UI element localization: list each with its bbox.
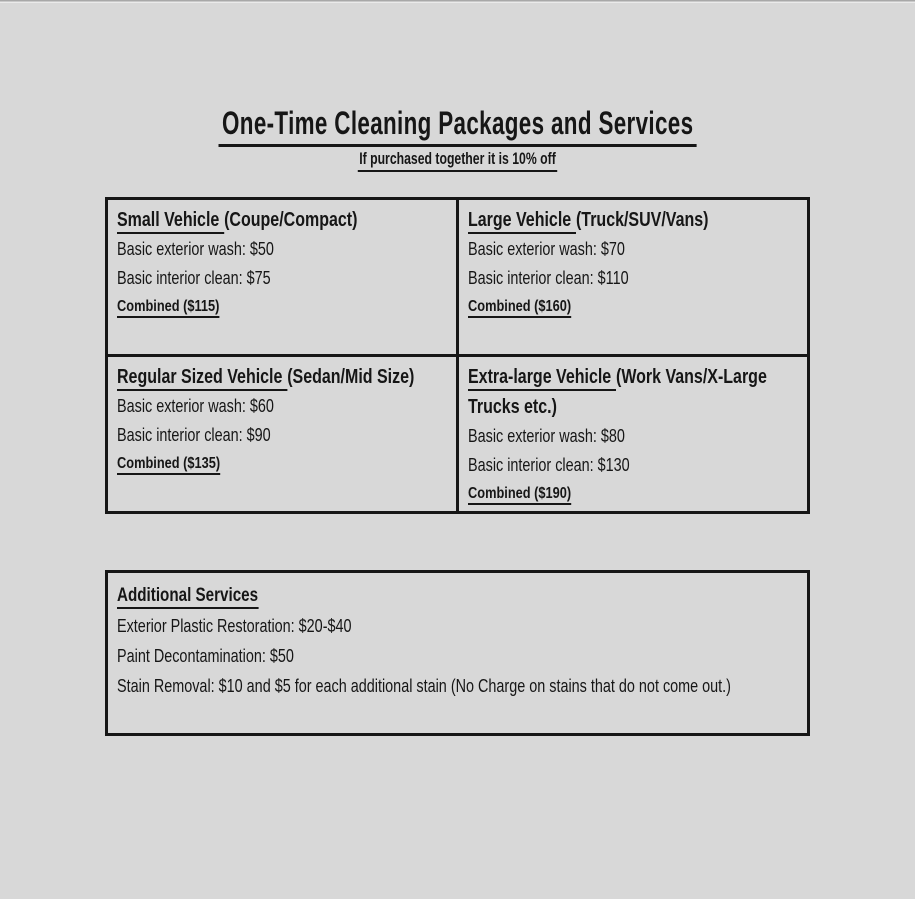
package-combined [468,293,808,320]
package-qualifier: (Coupe/Compact) [224,209,358,231]
package-combined [117,450,457,477]
package-name: Large Vehicle [468,209,576,234]
page-subtitle [105,148,810,170]
additional-service-line-paint-decontamination: Paint Decontamination: $50 [117,646,294,666]
package-qualifier: (Work Vans/X-Large Trucks etc.) [468,366,767,418]
package-line-exterior-wash: Basic exterior wash: $50 [117,239,274,259]
additional-service-line-stain-removal: Stain Removal: $10 and $5 for each additional stain (No Charge on stains that do not come out.) [117,676,731,696]
package-combined-label: Combined ($115) [117,298,219,318]
package-heading [468,362,808,422]
package-name: Regular Sized Vehicle [117,366,287,391]
package-card-content [468,362,808,507]
page-title [105,103,810,143]
package-combined-label: Combined ($135) [117,455,220,475]
package-card-content [468,205,808,320]
package-line-exterior-wash: Basic exterior wash: $70 [468,239,625,259]
package-card-content [117,205,457,320]
package-combined-label: Combined ($160) [468,298,571,318]
additional-services-heading [117,581,810,611]
package-qualifier: (Truck/SUV/Vans) [575,209,709,231]
page-title-text: One-Time Cleaning Packages and Services [218,105,696,147]
package-line-interior-clean: Basic interior clean: $90 [117,425,271,445]
package-combined [468,480,808,507]
package-card-large-vehicle [459,200,807,354]
document [105,103,810,736]
package-card-extra-large-vehicle [459,357,807,511]
package-combined [117,293,457,320]
package-card-content [117,362,457,477]
package-line-interior-clean: Basic interior clean: $75 [117,268,271,288]
package-combined-label: Combined ($190) [468,485,571,505]
package-name: Small Vehicle [117,209,224,234]
package-card-regular-vehicle [108,357,456,511]
package-line-interior-clean: Basic interior clean: $130 [468,455,630,475]
package-heading [117,205,457,235]
additional-services-content [117,581,810,701]
window-top-edge [0,0,915,3]
additional-service-line-plastic-restoration: Exterior Plastic Restoration: $20-$40 [117,616,352,636]
package-heading [117,362,457,392]
package-qualifier: (Sedan/Mid Size) [287,366,415,388]
package-card-small-vehicle [108,200,456,354]
package-line-exterior-wash: Basic exterior wash: $60 [117,396,274,416]
packages-grid [105,197,810,514]
page-subtitle-text: If purchased together it is 10% off [358,149,557,172]
package-name: Extra-large Vehicle [468,366,616,391]
package-heading [468,205,808,235]
additional-services-card [105,570,810,736]
additional-services-heading-text: Additional Services [117,585,259,609]
package-line-interior-clean: Basic interior clean: $110 [468,268,629,288]
package-line-exterior-wash: Basic exterior wash: $80 [468,426,625,446]
